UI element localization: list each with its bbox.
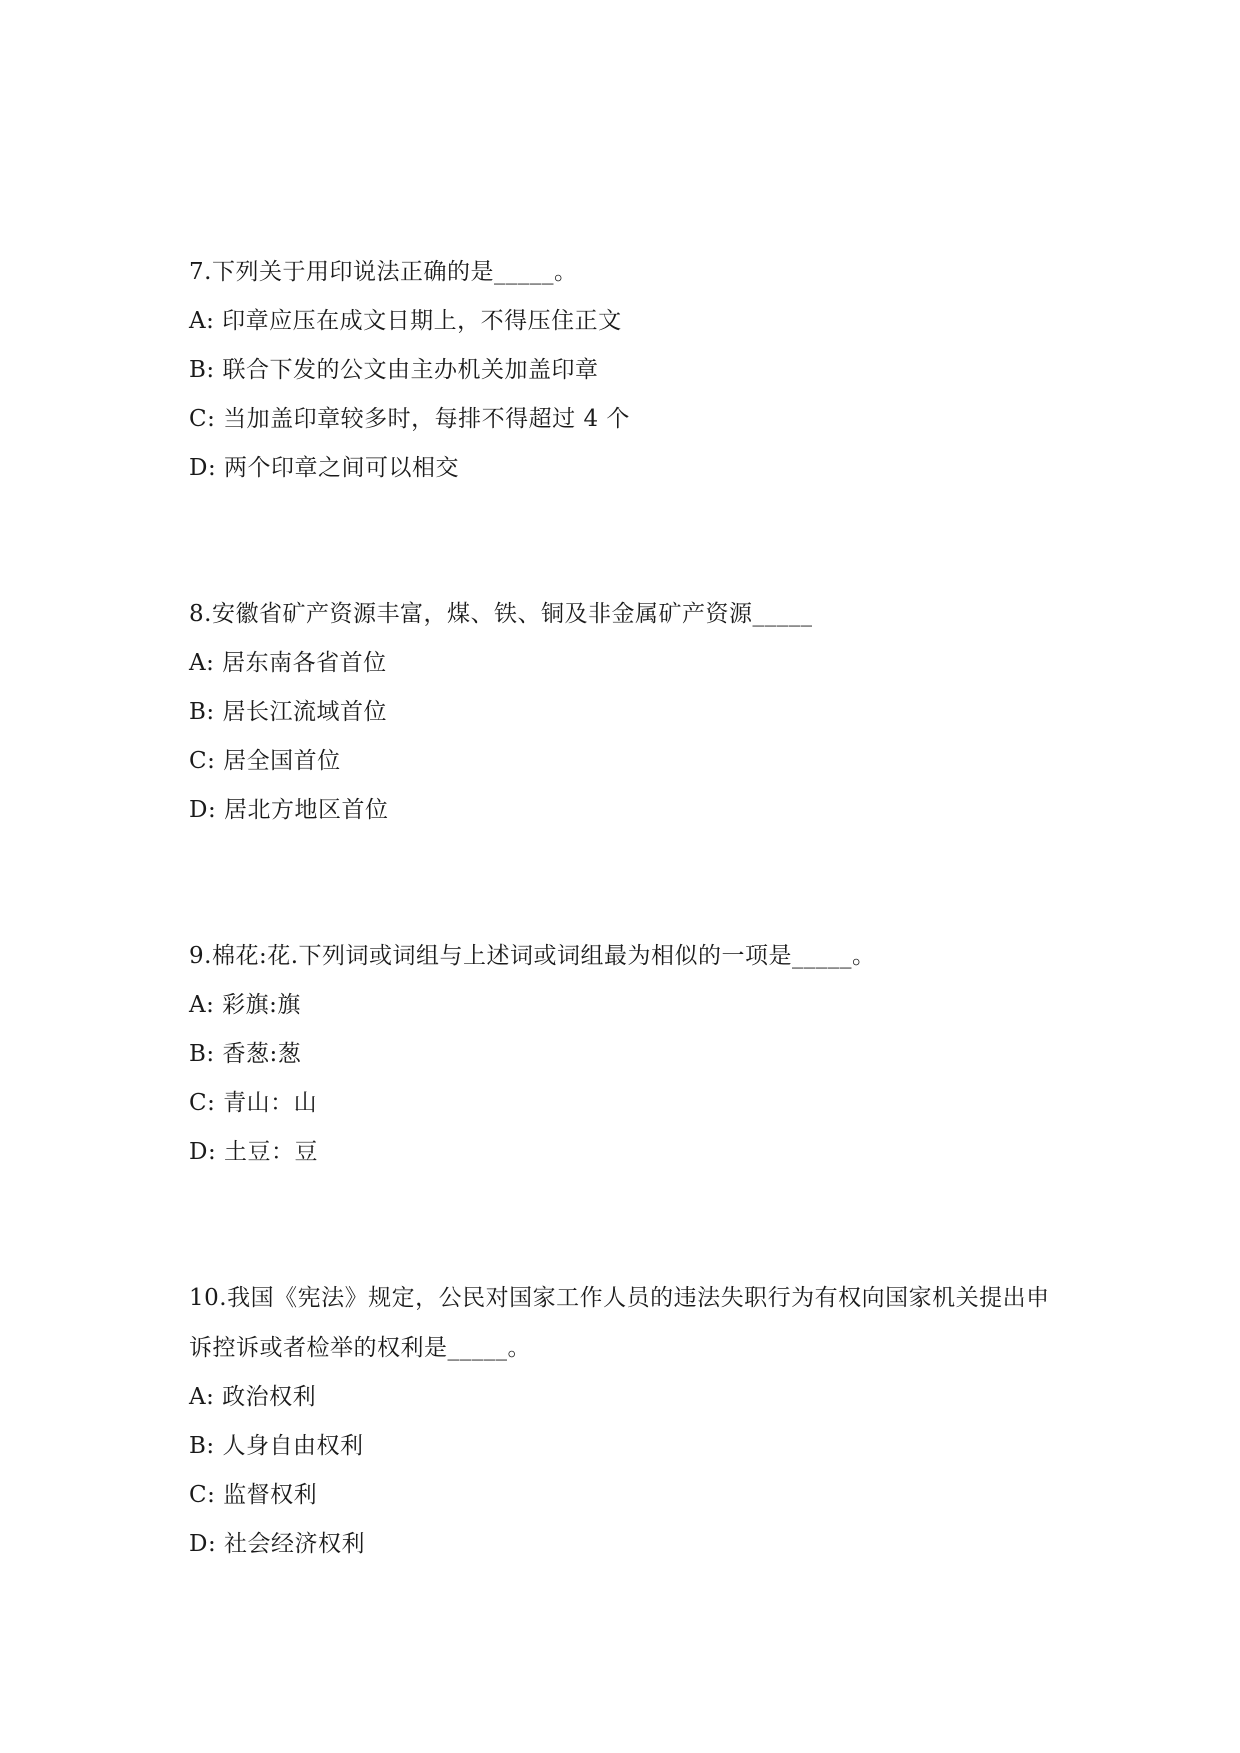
question-stem: 8.安徽省矿产资源丰富，煤、铁、铜及非金属矿产资源_____ [189,601,813,627]
option-d: D: 土豆：豆 [189,1139,319,1165]
option-b: B: 联合下发的公文由主办机关加盖印章 [189,357,599,383]
question-stem: 10.我国《宪法》规定，公民对国家工作人员的违法失职行为有权向国家机关提出申诉控诉或者检举的权利是_____。 [189,1285,1050,1361]
option-c: C: 青山：山 [189,1090,318,1116]
option-d: D: 居北方地区首位 [189,797,389,823]
option-a: A: 政治权利 [189,1384,317,1410]
question-stem: 9.棉花:花.下列词或词组与上述词或词组最为相似的一项是_____。 [189,943,876,969]
option-c: C: 监督权利 [189,1482,318,1508]
option-b: B: 人身自由权利 [189,1433,364,1459]
question-7 [189,258,1069,482]
question-10 [189,1284,1069,1558]
question-8 [189,600,1069,824]
option-d: D: 社会经济权利 [189,1531,366,1557]
option-b: B: 香葱:葱 [189,1041,302,1067]
question-stem: 7.下列关于用印说法正确的是_____。 [189,259,578,285]
option-a: A: 居东南各省首位 [189,650,387,676]
option-c: C: 当加盖印章较多时，每排不得超过 4 个 [189,406,630,432]
option-a: A: 彩旗:旗 [189,992,301,1018]
option-b: B: 居长江流域首位 [189,699,387,725]
option-d: D: 两个印章之间可以相交 [189,455,460,481]
option-c: C: 居全国首位 [189,748,341,774]
option-a: A: 印章应压在成文日期上，不得压住正文 [189,308,622,334]
question-9 [189,942,1069,1166]
